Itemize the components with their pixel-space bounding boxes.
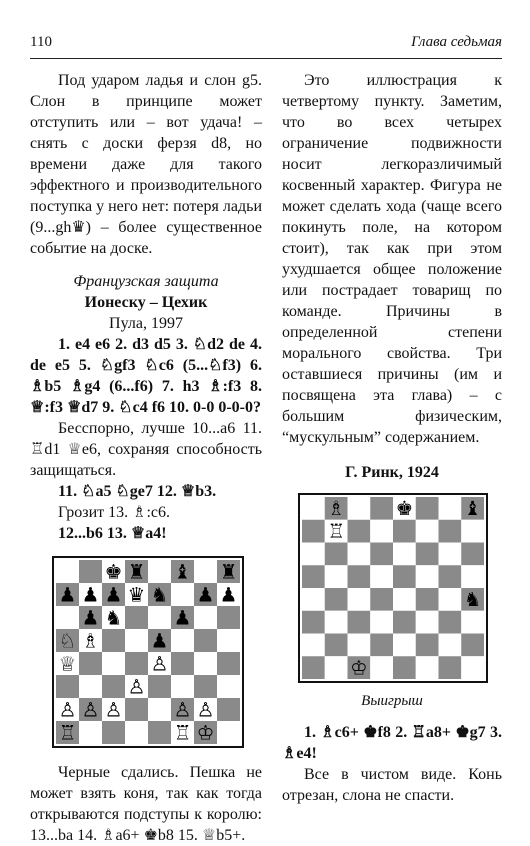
board-square [125, 652, 148, 675]
board-square [393, 656, 416, 679]
board-square [461, 543, 484, 566]
board-square [439, 656, 462, 679]
board-square [439, 588, 462, 611]
board-square [325, 543, 348, 566]
chess-piece: ♙ [196, 698, 215, 722]
board-square [348, 520, 371, 543]
board-square [79, 721, 102, 744]
board-square [370, 497, 393, 520]
board-square [393, 634, 416, 657]
board-square [171, 583, 194, 606]
chessboard [52, 556, 244, 748]
board-square [325, 588, 348, 611]
study-title: Г. Ринк, 1924 [345, 464, 439, 481]
chess-piece: ♗ [327, 497, 345, 521]
game-moves: 12...b6 13. ♕a4! [58, 525, 167, 542]
board-square [461, 634, 484, 657]
comment: Бесспорно, лучше 10...a6 11. ♖d1 ♕e6, сохраняя способность защищаться. [30, 420, 262, 479]
chess-piece: ♙ [127, 675, 146, 699]
board-square [416, 611, 439, 634]
chess-piece: ♝ [173, 560, 192, 584]
board-square [194, 629, 217, 652]
chess-piece: ♘ [58, 629, 77, 653]
board-square [217, 675, 240, 698]
chess-piece: ♖ [58, 721, 77, 745]
board-square [302, 656, 325, 679]
game-moves: 1. e4 e6 2. d3 d5 3. ♘d2 de 4. de e5 5. ♘gf3 ♘c6 (5...♘f3) 6. ♗b5 ♗g4 (6...f6) 7. h3 ♗:f3 8. ♕:f3 ♕d7 9. ♘c4 f6 10. 0-0 0-0-0? [30, 336, 262, 416]
board-square [325, 634, 348, 657]
chess-piece: ♔ [196, 721, 215, 745]
board-square [461, 611, 484, 634]
chess-piece: ♟ [150, 629, 169, 653]
diagram-caption: Выигрыш [361, 693, 423, 709]
board-square [370, 611, 393, 634]
board-square [416, 520, 439, 543]
board-square [393, 611, 416, 634]
board-square [393, 565, 416, 588]
chess-piece: ♟ [81, 606, 100, 630]
board-square [125, 629, 148, 652]
chessboard [298, 493, 488, 683]
board-square [439, 497, 462, 520]
board-square [194, 652, 217, 675]
board-square [194, 606, 217, 629]
board-square [148, 606, 171, 629]
chapter-title: Глава седьмая [411, 34, 502, 50]
board-square [461, 565, 484, 588]
board-square [416, 634, 439, 657]
chess-piece: ♜ [127, 560, 146, 584]
board-square [194, 675, 217, 698]
board-square [461, 520, 484, 543]
board-square [416, 565, 439, 588]
board-square [370, 656, 393, 679]
board-square [302, 611, 325, 634]
board-square [302, 543, 325, 566]
board-square [348, 634, 371, 657]
board-square [56, 606, 79, 629]
board-square [102, 721, 125, 744]
chess-piece: ♙ [58, 698, 77, 722]
board-square [56, 675, 79, 698]
chess-piece: ♚ [395, 497, 414, 521]
chess-piece: ♕ [58, 652, 77, 676]
left-column [30, 70, 262, 846]
chess-piece: ♟ [173, 606, 192, 630]
board-square [416, 497, 439, 520]
board-square [325, 656, 348, 679]
chess-piece: ♙ [173, 698, 192, 722]
board-square [102, 652, 125, 675]
board-square [325, 611, 348, 634]
chess-diagram-right [298, 493, 502, 683]
board-square [348, 588, 371, 611]
board-square [217, 606, 240, 629]
board-square [302, 565, 325, 588]
board-square [348, 543, 371, 566]
board-square [148, 698, 171, 721]
board-square [439, 520, 462, 543]
chess-piece: ♙ [81, 698, 100, 722]
chess-piece: ♚ [104, 560, 123, 584]
board-square [370, 543, 393, 566]
board-square [79, 675, 102, 698]
board-square [348, 565, 371, 588]
board-square [217, 629, 240, 652]
board-square [302, 497, 325, 520]
board-square [148, 721, 171, 744]
board-square [56, 560, 79, 583]
board-square [148, 675, 171, 698]
chess-piece: ♜ [219, 560, 238, 584]
chess-piece: ♔ [350, 656, 368, 680]
board-square [125, 698, 148, 721]
chess-piece: ♞ [150, 583, 169, 607]
chess-piece: ♙ [104, 698, 123, 722]
board-square [325, 565, 348, 588]
chess-piece: ♟ [58, 583, 77, 607]
board-square [171, 629, 194, 652]
right-column [282, 70, 502, 806]
header-rule [30, 58, 502, 59]
paragraph: Черные сдались. Пешка не может взять коня, так как тогда открываются подступы к королю: 13...ba 14. ♗a6+ ♚b8 15. ♕b5+. [30, 764, 262, 844]
board-square [370, 588, 393, 611]
board-square [171, 675, 194, 698]
game-players: Ионеску – Цехик [84, 294, 208, 311]
board-square [370, 565, 393, 588]
board-square [79, 652, 102, 675]
board-square [370, 634, 393, 657]
board-square [217, 721, 240, 744]
chess-piece: ♛ [127, 583, 146, 607]
paragraph: Это иллюстрация к четвертому пункту. Заметим, что во всех четырех ограничение подвижности носит легкоразличимый косвенный характер. Фигура не может сделать хода (чаще всего покинуть поле, на котором стоит), так как при этом ухудшается общее положение или пострадает товарищ по команде. Причины в определенной степени морального свойства. Три оставшиеся причины (им и посвящена эта глава) – с большим физическим, “мускульным” содержанием. [282, 72, 502, 446]
board-square [393, 588, 416, 611]
opening-name: Французская защита [73, 273, 219, 290]
paragraph: Все в чистом виде. Конь отрезан, слона не спасти. [282, 766, 502, 804]
chess-piece: ♟ [104, 583, 123, 607]
chess-piece: ♖ [327, 519, 345, 543]
chess-diagram-left [52, 556, 262, 748]
board-square [302, 520, 325, 543]
board-square [416, 588, 439, 611]
chess-piece: ♞ [463, 588, 482, 612]
comment: Грозит 13. ♗:c6. [58, 504, 171, 521]
chess-piece: ♟ [196, 583, 215, 607]
board-square [125, 606, 148, 629]
board-square [439, 565, 462, 588]
page-number: 110 [30, 34, 52, 50]
solution-moves: 1. ♗c6+ ♚f8 2. ♖a8+ ♚g7 3. ♗e4! [282, 724, 502, 762]
board-square [439, 543, 462, 566]
board-square [148, 560, 171, 583]
board-square [439, 634, 462, 657]
board-square [416, 656, 439, 679]
board-square [302, 588, 325, 611]
board-square [102, 675, 125, 698]
board-square [171, 652, 194, 675]
chess-piece: ♝ [463, 497, 482, 521]
chess-piece: ♙ [150, 652, 169, 676]
board-square [370, 520, 393, 543]
chess-piece: ♟ [219, 583, 238, 607]
paragraph: Под ударом ладья и слон g5. Слон в принципе может отступить или – вот удача! – снять с доски ферзя d8, но времени даже для такого эффектного и производительного поступка у него нет: потеря ладьи (9...gh♛) – более существенное событие на доске. [30, 72, 262, 257]
chess-piece: ♞ [104, 606, 123, 630]
game-moves: 11. ♘a5 ♘ge7 12. ♕b3. [58, 483, 217, 500]
board-square [217, 698, 240, 721]
board-square [393, 520, 416, 543]
board-square [79, 560, 102, 583]
board-square [461, 656, 484, 679]
board-square [439, 611, 462, 634]
board-square [416, 543, 439, 566]
chess-piece: ♟ [81, 583, 100, 607]
game-place: Пула, 1997 [109, 315, 183, 332]
board-square [393, 543, 416, 566]
board-square [302, 634, 325, 657]
chess-piece: ♖ [173, 721, 192, 745]
board-square [348, 497, 371, 520]
chess-piece: ♗ [81, 629, 100, 653]
board-square [217, 652, 240, 675]
board-square [194, 560, 217, 583]
board-square [125, 721, 148, 744]
board-square [348, 611, 371, 634]
board-square [102, 629, 125, 652]
